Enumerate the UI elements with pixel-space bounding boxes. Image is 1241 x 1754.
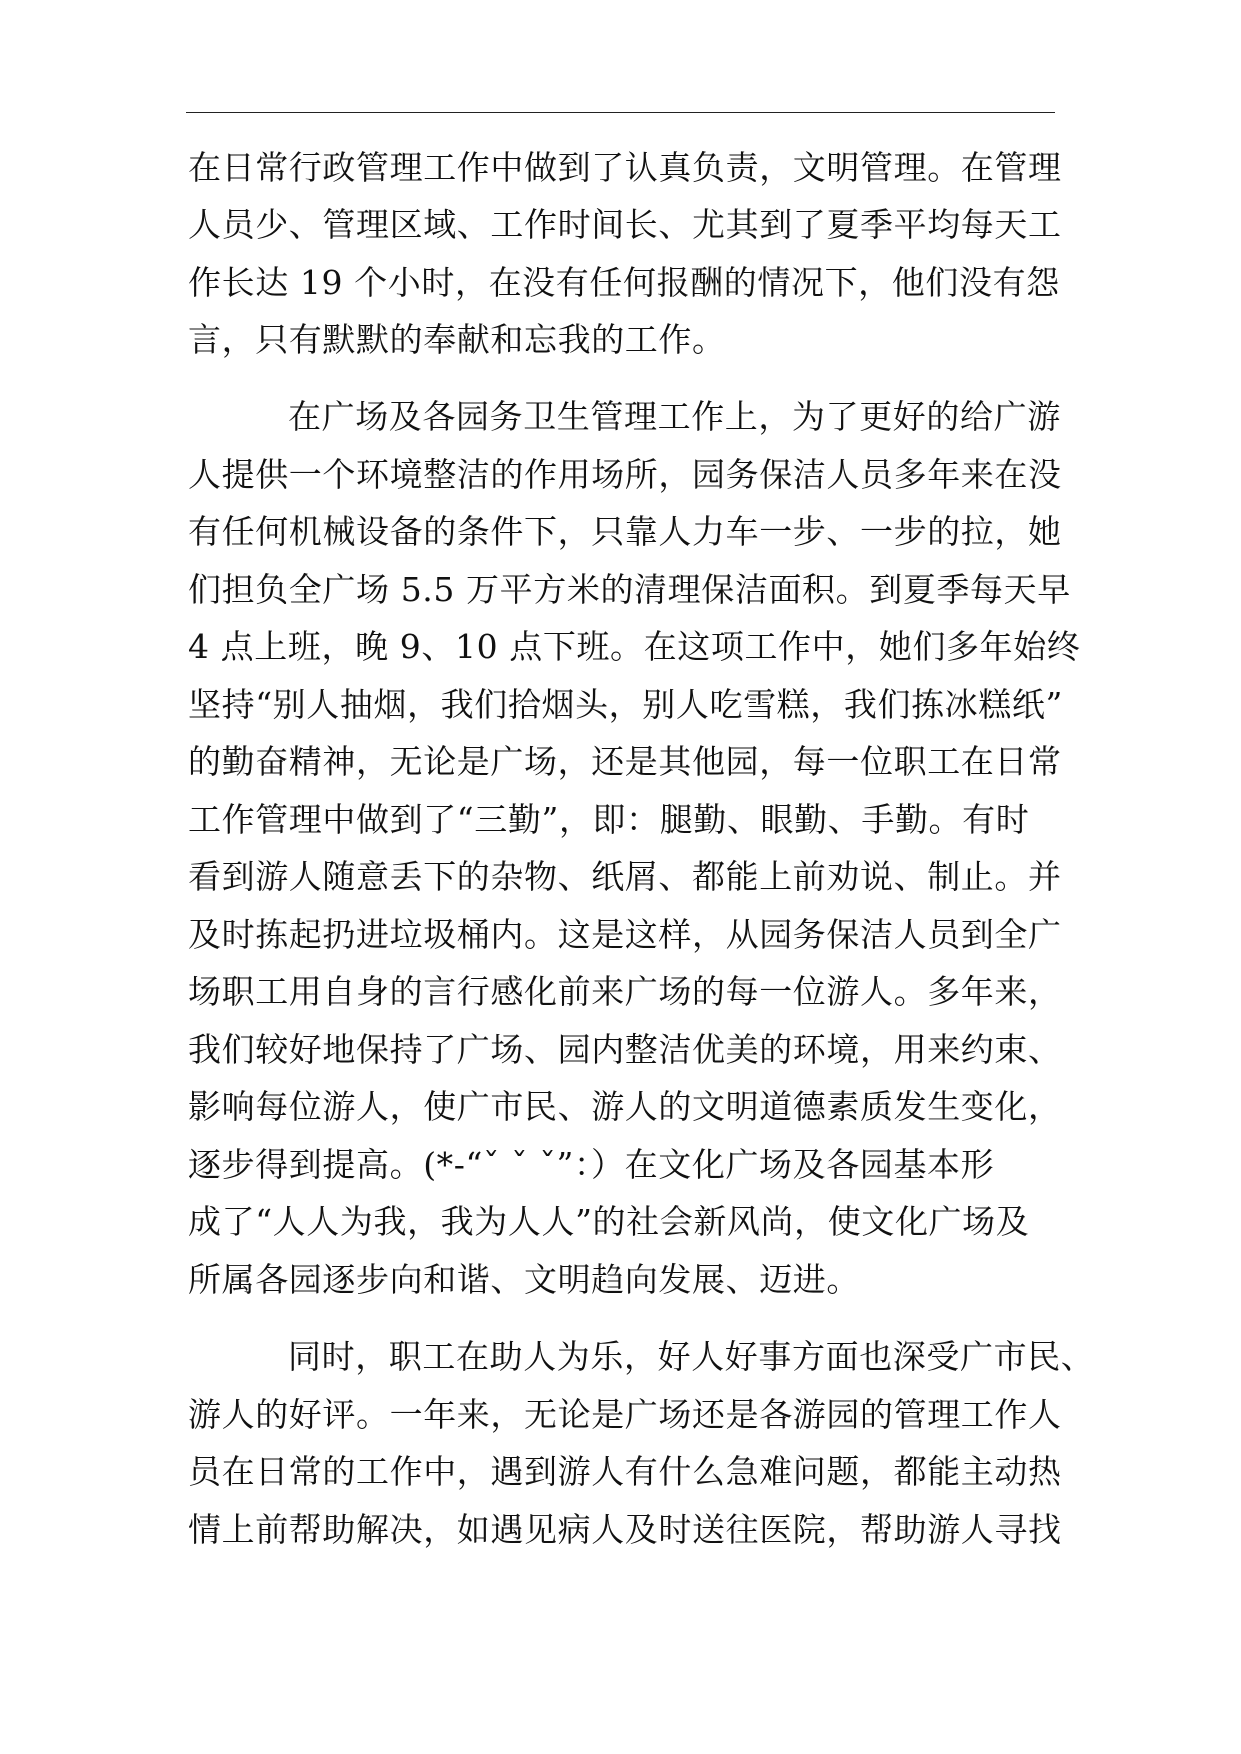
text-line: 成了“人人为我，我为人人”的社会新风尚，使文化广场及 (188, 1202, 1030, 1241)
paragraph-start-line: 同时，职工在助人为乐，好人好事方面也深受广市民、 (288, 1337, 1095, 1376)
text-line: 我们较好地保持了广场、园内整洁优美的环境，用来约束、 (188, 1030, 1062, 1069)
text-line: 所属各园逐步向和谐、文明趋向发展、迈进。 (188, 1260, 860, 1299)
text-line: 坚持“别人抽烟，我们拾烟头，别人吃雪糕，我们拣冰糕纸” (188, 685, 1063, 724)
text-line: 言，只有默默的奉献和忘我的工作。 (188, 320, 726, 359)
text-line: 员在日常的工作中，遇到游人有什么急难问题，都能主动热 (188, 1452, 1062, 1491)
text-line: 人提供一个环境整洁的作用场所，园务保洁人员多年来在没 (188, 455, 1062, 494)
text-line: 有任何机械设备的条件下，只靠人力车一步、一步的拉，她 (188, 512, 1062, 551)
text-line: 人员少、管理区域、工作时间长、尤其到了夏季平均每天工 (188, 205, 1062, 244)
text-line: 的勤奋精神，无论是广场，还是其他园，每一位职工在日常 (188, 742, 1062, 781)
text-line: 们担负全广场 5.5 万平方米的清理保洁面积。到夏季每天早 (188, 570, 1071, 609)
header-rule (186, 112, 1055, 113)
text-line: 游人的好评。一年来，无论是广场还是各游园的管理工作人 (188, 1395, 1062, 1434)
text-line: 影响每位游人，使广市民、游人的文明道德素质发生变化， (188, 1087, 1062, 1126)
text-line: 作长达 19 个小时，在没有任何报酬的情况下，他们没有怨 (188, 263, 1060, 302)
text-line: 看到游人随意丢下的杂物、纸屑、都能上前劝说、制止。并 (188, 857, 1062, 896)
paragraph-start-line: 在广场及各园务卫生管理工作上，为了更好的给广游 (288, 397, 1061, 436)
text-line: 及时拣起扔进垃圾桶内。这是这样，从园务保洁人员到全广 (188, 915, 1062, 954)
text-line: 逐步得到提高。(*-“ˇ ˇ ˇ”：）在文化广场及各园基本形 (188, 1145, 995, 1184)
text-line: 4 点上班，晚 9、10 点下班。在这项工作中，她们多年始终 (188, 627, 1081, 666)
text-line: 情上前帮助解决，如遇见病人及时送往医院，帮助游人寻找 (188, 1510, 1062, 1549)
text-line: 工作管理中做到了“三勤”，即：腿勤、眼勤、手勤。有时 (188, 800, 1030, 839)
text-line: 场职工用自身的言行感化前来广场的每一位游人。多年来， (188, 972, 1062, 1011)
text-line: 在日常行政管理工作中做到了认真负责，文明管理。在管理 (188, 148, 1062, 187)
